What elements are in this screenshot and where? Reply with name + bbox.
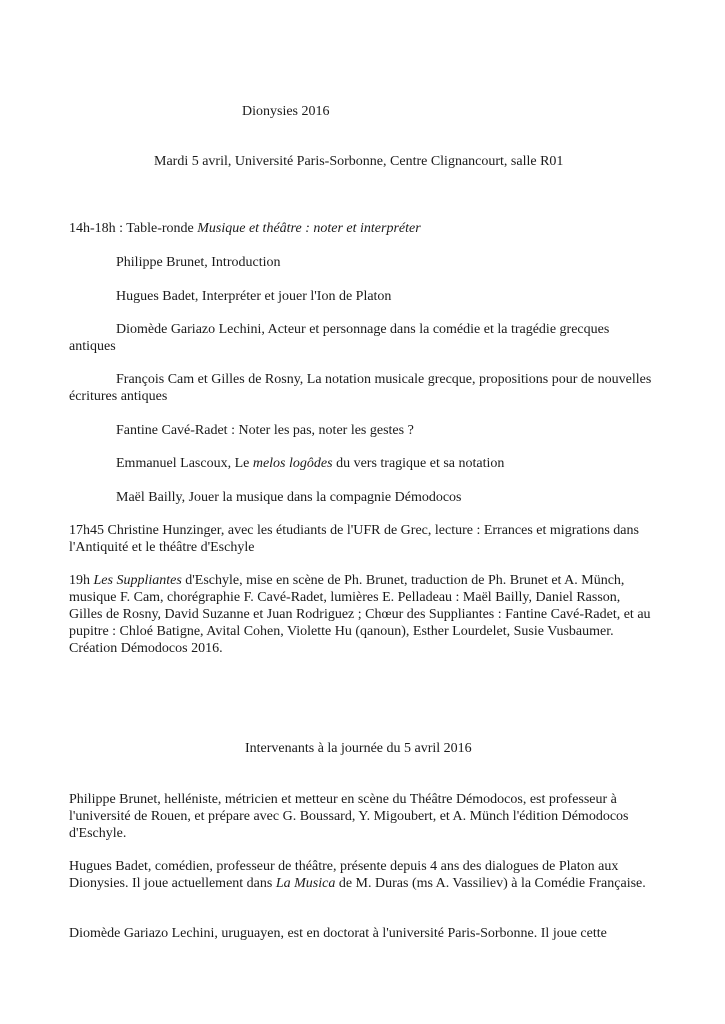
speaker-bio: Philippe Brunet, helléniste, métricien et metteur en scène du Théâtre Démodocos, est professeur à l'université de Rouen, et prépare avec G. Boussard, Y. Migoubert, et A. Münch l'édition Démodocos d'Eschyle. xyxy=(69,792,629,841)
speaker-bio: Hugues Badet, comédien, professeur de théâtre, présente depuis 4 ans des dialogues de Platon aux Dionysies. Il joue actuellement dans La Musica de M. Duras (ms A. Vassiliev) à la Comédie Française. xyxy=(69,859,646,891)
talk-item: Maël Bailly, Jouer la musique dans la compagnie Démodocos xyxy=(116,490,462,505)
talk-item: Hugues Badet, Interpréter et jouer l'Ion de Platon xyxy=(116,289,392,304)
creation-note: Création Démodocos 2016. xyxy=(69,641,223,656)
performance-title: Les Suppliantes xyxy=(93,573,182,588)
roundtable-title: Musique et théâtre : noter et interpréter xyxy=(197,221,421,236)
speakers-heading: Intervenants à la journée du 5 avril 2016 xyxy=(245,741,472,756)
talk-item: Philippe Brunet, Introduction xyxy=(116,255,281,270)
performance-item: 19h Les Suppliantes d'Eschyle, mise en scène de Ph. Brunet, traduction de Ph. Brunet et A. Münch, musique F. Cam, chorégraphie F. Cavé-Radet, lumières E. Pelladeau : Maël Bailly, Daniel Rasson, Gilles de Rosny, David Suzanne et Juan Rodriguez ; Chœur des Suppliantes : Fantine Cavé-Radet, et au pupitre : Chloé Batigne, Avital Cohen, Violette Hu (qanoun), Esther Lourdelet, Susie Vusbaumer. Création Démodocos 2016. xyxy=(69,573,651,656)
talk-item: Diomède Gariazo Lechini, Acteur et personnage dans la comédie et la tragédie grecques antiques xyxy=(69,322,610,354)
talk-item: Fantine Cavé-Radet : Noter les pas, noter les gestes ? xyxy=(116,423,414,438)
roundtable-line xyxy=(69,220,421,237)
document-title: Dionysies 2016 xyxy=(242,104,330,119)
talk-item: Emmanuel Lascoux, Le melos logôdes du vers tragique et sa notation xyxy=(116,456,505,471)
event-date-place: Mardi 5 avril, Université Paris-Sorbonne, Centre Clignancourt, salle R01 xyxy=(154,154,564,169)
roundtable-prefix: 14h-18h : Table-ronde xyxy=(69,221,198,236)
reading-item: 17h45 Christine Hunzinger, avec les étudiants de l'UFR de Grec, lecture : Errances et migrations dans l'Antiquité et le théâtre d'Eschyle xyxy=(69,523,639,555)
talk-item: François Cam et Gilles de Rosny, La notation musicale grecque, propositions pour de nouvelles écritures antiques xyxy=(69,372,652,404)
speaker-bio: Diomède Gariazo Lechini, uruguayen, est en doctorat à l'université Paris-Sorbonne. Il joue cette xyxy=(69,926,607,941)
